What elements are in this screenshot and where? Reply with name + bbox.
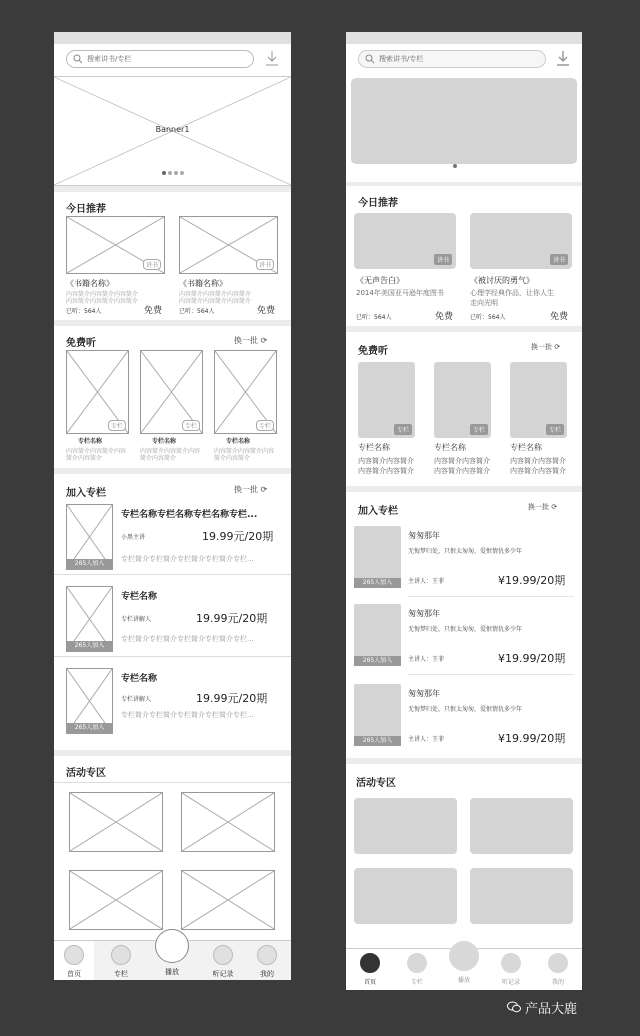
column-lecturer: 主讲人：王菲: [408, 656, 445, 663]
book-cover[interactable]: [66, 216, 165, 274]
banner-pager[interactable]: [54, 160, 291, 179]
book-tag: 讲书: [256, 259, 274, 270]
join-count: 265人加入: [354, 578, 401, 588]
join-count: 265人加入: [67, 641, 112, 651]
column-desc: 简介内容简介: [214, 455, 251, 462]
column-desc: 内容简介内容简介: [434, 467, 490, 475]
activity-section: [346, 764, 582, 934]
column-price: ¥19.99/20期: [498, 574, 566, 587]
book-name[interactable]: 《书籍名称》: [179, 279, 227, 288]
column-desc: 无悔梦归处，只恨太匆匆，爱恨情仇多少年: [408, 706, 523, 713]
join-count: 265人加入: [67, 559, 112, 569]
search-placeholder: 搜索讲书/专栏: [379, 55, 424, 63]
column-name[interactable]: 专栏名称: [152, 438, 177, 445]
tab-label: 首页: [363, 979, 376, 986]
section-title-today: 今日推荐: [358, 198, 398, 209]
swap-label: 换一批: [531, 343, 552, 351]
banner[interactable]: [54, 76, 291, 186]
book-cover[interactable]: [354, 213, 456, 269]
column-tag: 专栏: [108, 420, 126, 431]
column-cover[interactable]: [354, 684, 401, 746]
book-cover[interactable]: [179, 216, 278, 274]
column-tag: 专栏: [394, 424, 412, 435]
row-divider: [408, 674, 574, 675]
column-name[interactable]: 匆匆那年: [408, 531, 440, 540]
book-desc: 心理学经典作品，让你人生: [470, 289, 554, 297]
column-desc: 内容简介内容简介内容: [66, 448, 127, 455]
banner-label: Banner1: [155, 125, 190, 134]
column-tag: 专栏: [182, 420, 200, 431]
tab-play[interactable]: [152, 941, 192, 980]
refresh-icon: ⟳: [554, 343, 561, 351]
wechat-icon: [507, 1001, 521, 1013]
tab-label: 我的: [551, 979, 564, 986]
row-divider: [54, 656, 291, 657]
search-icon: [365, 54, 375, 64]
refresh-icon: ⟳: [260, 485, 268, 494]
tab-history[interactable]: [203, 941, 243, 980]
activity-section: [54, 756, 291, 956]
search-input[interactable]: [358, 50, 546, 68]
tab-play[interactable]: [444, 949, 484, 989]
tab-mine[interactable]: [247, 941, 287, 980]
section-title-free: 免费听: [358, 346, 388, 357]
swap-label: 换一批: [234, 336, 258, 345]
refresh-icon: ⟳: [551, 503, 558, 511]
column-name[interactable]: 专栏名称: [510, 443, 542, 452]
book-name[interactable]: 《书籍名称》: [66, 279, 114, 288]
section-title-join: 加入专栏: [66, 488, 106, 499]
column-tag: 专栏: [470, 424, 488, 435]
column-desc: 无悔梦归处，只恨太匆匆，爱恨情仇多少年: [408, 548, 523, 555]
columns-icon: [111, 945, 131, 965]
free-section: [54, 326, 291, 468]
section-title-today: 今日推荐: [66, 204, 106, 215]
activity-card[interactable]: [470, 798, 573, 854]
tab-bar: [346, 948, 582, 990]
row-divider: [408, 596, 574, 597]
swap-button[interactable]: [528, 502, 557, 512]
book-listen-count: 已听：564人: [179, 308, 215, 315]
tab-label: 播放: [457, 977, 470, 984]
book-tag: 讲书: [550, 254, 568, 265]
row-divider: [54, 574, 291, 575]
column-price: 19.99元/20期: [196, 692, 268, 705]
column-desc: 内容简介内容简介内容: [140, 448, 201, 455]
home-icon: [64, 945, 84, 965]
column-name[interactable]: 专栏名称: [358, 443, 390, 452]
tab-home[interactable]: [54, 941, 94, 980]
activity-card[interactable]: [354, 868, 457, 924]
column-name[interactable]: 专栏名称专栏名称专栏名称专栏...: [121, 510, 258, 520]
column-lecturer: 主讲人：王菲: [408, 736, 445, 743]
book-desc: 内容简介内容简介内容简介: [66, 291, 139, 298]
column-desc: 简介内容简介: [66, 455, 103, 462]
swap-button[interactable]: [234, 335, 267, 346]
column-name[interactable]: 匆匆那年: [408, 689, 440, 698]
profile-icon: [548, 953, 568, 973]
tab-label: 听记录: [501, 979, 520, 986]
column-cover[interactable]: [66, 668, 113, 734]
tab-label: 专栏: [114, 970, 128, 978]
watermark-text: 产品大鹿: [525, 1002, 578, 1017]
book-listen-count: 已听：564人: [66, 308, 102, 315]
book-name[interactable]: 《被讨厌的勇气》: [470, 276, 534, 285]
today-section: [346, 186, 582, 326]
book-desc: 内容简介内容简介内容简介: [179, 291, 252, 298]
column-desc: 内容简介内容简介: [510, 457, 566, 465]
book-desc: 走向光明: [470, 299, 498, 307]
column-cover[interactable]: [66, 504, 113, 570]
swap-label: 换一批: [234, 485, 258, 494]
column-desc: 内容简介内容简介内容: [214, 448, 275, 455]
join-count: 265人加入: [354, 656, 401, 666]
column-lecturer: 专栏讲解人: [121, 696, 152, 703]
swap-label: 换一批: [528, 503, 549, 511]
book-desc: 内容简介内容简介内容简介: [66, 298, 139, 305]
play-icon: [449, 941, 479, 971]
column-desc: 内容简介内容简介: [510, 467, 566, 475]
column-lecturer: 主讲人：王菲: [408, 578, 445, 585]
column-desc: 内容简介内容简介: [434, 457, 490, 465]
book-price: 免费: [550, 312, 569, 322]
banner-pager[interactable]: [346, 153, 582, 172]
banner-image: [351, 78, 577, 164]
book-price: 免费: [435, 312, 454, 322]
column-cover[interactable]: [434, 362, 491, 438]
tab-label: 专栏: [410, 979, 423, 986]
swap-button[interactable]: [234, 484, 267, 495]
column-price: ¥19.99/20期: [498, 732, 566, 745]
refresh-icon: ⟳: [260, 336, 268, 345]
column-cover[interactable]: [358, 362, 415, 438]
history-icon: [213, 945, 233, 965]
book-tag: 讲书: [434, 254, 452, 265]
column-desc: 专栏简介专栏简介专栏简介专栏简介专栏...: [121, 635, 254, 643]
join-section: [54, 474, 291, 750]
tab-label: 播放: [165, 968, 179, 976]
section-title-join: 加入专栏: [358, 506, 398, 517]
column-price: 19.99元/20期: [196, 612, 268, 625]
book-listen-count: 已听：564人: [470, 314, 506, 321]
book-listen-count: 已听：564人: [356, 314, 392, 321]
column-desc: 专栏简介专栏简介专栏简介专栏简介专栏...: [121, 555, 254, 563]
mockup-right: [346, 32, 582, 990]
today-section: [54, 192, 291, 320]
column-cover[interactable]: [510, 362, 567, 438]
join-section: [346, 492, 582, 758]
activity-card[interactable]: [181, 870, 275, 930]
activity-card[interactable]: [181, 792, 275, 852]
column-desc: 简介内容简介: [140, 455, 177, 462]
tab-label: 听记录: [212, 970, 234, 978]
wireframe-left: [54, 32, 291, 980]
book-name[interactable]: 《无声告白》: [356, 276, 404, 285]
column-name[interactable]: 专栏名称: [121, 674, 158, 684]
column-cover[interactable]: [66, 350, 129, 434]
column-name[interactable]: 专栏名称: [226, 438, 251, 445]
swap-button[interactable]: [531, 342, 560, 352]
column-desc: 内容简介内容简介: [358, 467, 414, 475]
column-cover[interactable]: [354, 604, 401, 666]
play-icon: [155, 929, 189, 963]
section-title-free: 免费听: [66, 338, 96, 349]
search-placeholder: 搜索讲书/专栏: [87, 55, 132, 63]
book-cover[interactable]: [470, 213, 572, 269]
row-divider: [54, 782, 291, 783]
tab-columns[interactable]: [397, 949, 437, 989]
tab-label: 我的: [260, 970, 274, 978]
column-cover[interactable]: [66, 586, 113, 652]
tab-label: 首页: [67, 970, 81, 978]
status-bar: [346, 32, 582, 44]
tab-bar: [54, 940, 291, 980]
book-price: 免费: [144, 306, 163, 316]
column-lecturer: 小黑主讲: [121, 534, 146, 541]
book-price: 免费: [257, 306, 276, 316]
activity-card[interactable]: [470, 868, 573, 924]
free-section: [346, 332, 582, 486]
column-price: ¥19.99/20期: [498, 652, 566, 665]
join-count: 265人加入: [354, 736, 401, 746]
column-desc: 内容简介内容简介: [358, 457, 414, 465]
column-tag: 专栏: [256, 420, 274, 431]
column-desc: 专栏简介专栏简介专栏简介专栏简介专栏...: [121, 711, 254, 719]
search-icon: [73, 54, 83, 64]
book-tag: 讲书: [143, 259, 161, 270]
column-desc: 无悔梦归处，只恨太匆匆，爱恨情仇多少年: [408, 626, 523, 633]
tab-mine[interactable]: [538, 949, 578, 989]
history-icon: [501, 953, 521, 973]
book-desc: 2014年美国亚马逊年度图书: [356, 289, 444, 297]
tab-home[interactable]: [350, 949, 390, 989]
search-input[interactable]: [66, 50, 254, 68]
tab-columns[interactable]: [101, 941, 141, 980]
column-cover[interactable]: [214, 350, 277, 434]
section-title-activity: 活动专区: [66, 768, 106, 779]
book-desc: 内容简介内容简介内容简介: [179, 298, 252, 305]
column-lecturer: 专栏讲解人: [121, 616, 152, 623]
search-row: [54, 44, 291, 76]
download-icon[interactable]: [265, 50, 279, 66]
profile-icon: [257, 945, 277, 965]
columns-icon: [407, 953, 427, 973]
download-icon[interactable]: [556, 50, 570, 66]
activity-card[interactable]: [69, 792, 163, 852]
search-row: [346, 44, 582, 76]
banner[interactable]: [346, 76, 582, 182]
activity-card[interactable]: [354, 798, 457, 854]
tab-history[interactable]: [491, 949, 531, 989]
column-cover[interactable]: [354, 526, 401, 588]
column-tag: 专栏: [546, 424, 564, 435]
join-count: 265人加入: [67, 723, 112, 733]
column-name[interactable]: 专栏名称: [434, 443, 466, 452]
status-bar: [54, 32, 291, 44]
home-icon: [360, 953, 380, 973]
column-price: 19.99元/20期: [202, 530, 274, 543]
column-name[interactable]: 专栏名称: [121, 592, 158, 602]
section-title-activity: 活动专区: [356, 778, 396, 789]
column-name[interactable]: 专栏名称: [78, 438, 103, 445]
column-cover[interactable]: [140, 350, 203, 434]
column-name[interactable]: 匆匆那年: [408, 609, 440, 618]
activity-card[interactable]: [69, 870, 163, 930]
